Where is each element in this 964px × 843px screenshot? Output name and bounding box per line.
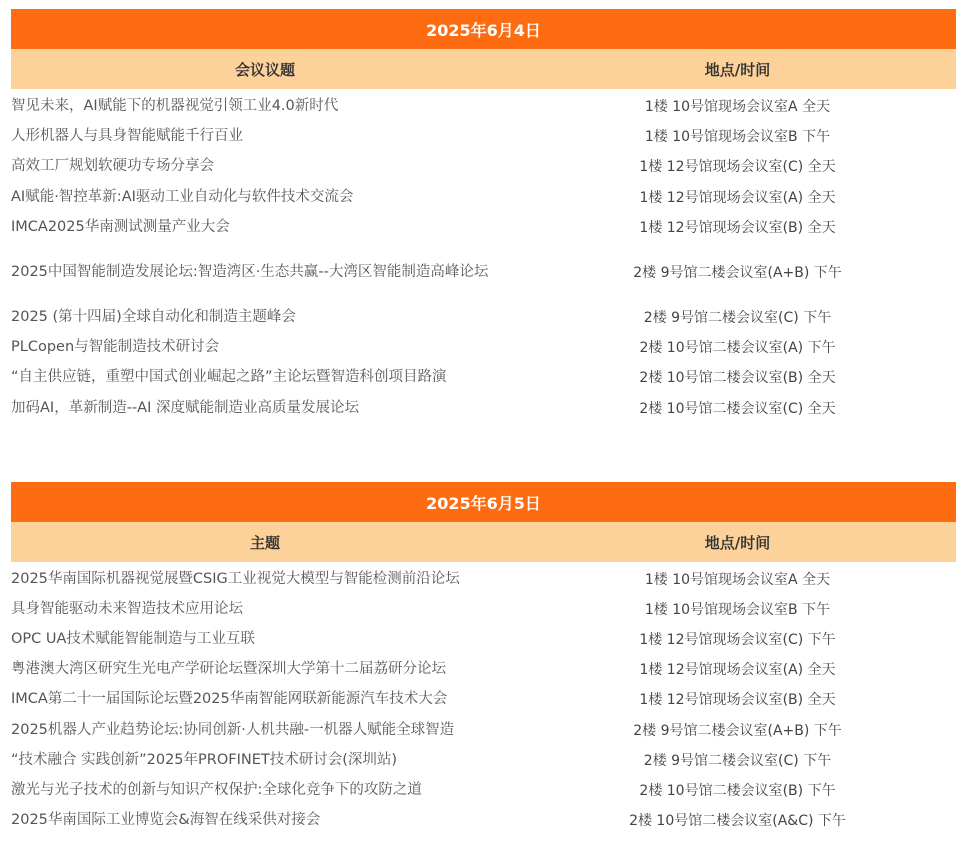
topic-cell: 2025华南国际机器视觉展暨CSIG工业视觉大模型与智能检测前沿论坛 — [11, 571, 460, 588]
table-row — [11, 332, 956, 362]
table-row — [11, 654, 956, 684]
topic-cell: 2025机器人产业趋势论坛:协同创新·人机共融-一机器人赋能全球智造 — [11, 721, 455, 738]
table-row — [11, 302, 956, 332]
date-header: 2025年6月5日 — [11, 482, 956, 522]
location-cell: 2楼 9号馆二楼会议室(A+B) 下午 — [633, 264, 842, 281]
topic-cell: OPC UA技术赋能智能制造与工业互联 — [11, 631, 255, 648]
location-cell: 1楼 12号馆现场会议室(A) 全天 — [639, 662, 836, 679]
date-header: 2025年6月4日 — [11, 9, 956, 49]
location-cell: 2楼 9号馆二楼会议室(C) 下午 — [643, 310, 832, 327]
topic-cell: 2025中国智能制造发展论坛:智造湾区·生态共赢--大湾区智能制造高峰论坛 — [11, 263, 489, 280]
topic-cell: 智见未来，AI赋能下的机器视觉引领工业4.0新时代 — [11, 98, 339, 115]
location-cell: 2楼 9号馆二楼会议室(A+B) 下午 — [633, 722, 842, 739]
topic-cell: “自主供应链，重塑中国式创业崛起之路”主论坛暨智造科创项目路演 — [11, 369, 447, 386]
column-header-topic: 会议议题 — [234, 60, 295, 79]
topic-cell: 具身智能驱动未来智造技术应用论坛 — [11, 601, 243, 618]
table-row — [11, 121, 956, 151]
location-cell: 2楼 9号馆二楼会议室(C) 下午 — [643, 752, 832, 769]
topic-cell: IMCA2025华南测试测量产业大会 — [11, 218, 230, 235]
table-row — [11, 564, 956, 594]
location-cell: 1楼 10号馆现场会议室A 全天 — [644, 572, 831, 589]
table-row — [11, 362, 956, 392]
table-row — [11, 624, 956, 654]
table-row — [11, 594, 956, 624]
location-cell: 1楼 10号馆现场会议室B 下午 — [644, 602, 831, 619]
topic-cell: AI赋能·智控革新:AI驱动工业自动化与软件技术交流会 — [11, 188, 354, 205]
table-body — [11, 89, 956, 423]
location-cell: 1楼 10号馆现场会议室A 全天 — [644, 99, 831, 116]
table-row — [11, 684, 956, 714]
topic-cell: 高效工厂规划软硬功专场分享会 — [11, 158, 214, 175]
table-row — [11, 745, 956, 775]
topic-cell: 2025华南国际工业博览会&海智在线采供对接会 — [11, 811, 321, 828]
table-row — [11, 242, 956, 302]
column-header-row — [11, 522, 956, 562]
location-cell: 2楼 10号馆二楼会议室(B) 下午 — [639, 782, 836, 799]
column-header-topic: 主题 — [249, 533, 280, 552]
schedule-day2 — [11, 482, 956, 835]
location-cell: 1楼 12号馆现场会议室(B) 全天 — [639, 219, 836, 236]
topic-cell: PLCopen与智能制造技术研讨会 — [11, 339, 220, 356]
location-cell: 1楼 10号馆现场会议室B 下午 — [644, 129, 831, 146]
table-row — [11, 714, 956, 744]
table-row — [11, 91, 956, 121]
topic-cell: 加码AI，革新制造--AI 深度赋能制造业高质量发展论坛 — [11, 399, 359, 416]
topic-cell: 2025 (第十四届)全球自动化和制造主题峰会 — [11, 309, 296, 326]
location-cell: 2楼 10号馆二楼会议室(C) 全天 — [639, 400, 836, 417]
location-cell: 1楼 12号馆现场会议室(C) 全天 — [639, 159, 836, 176]
location-cell: 1楼 12号馆现场会议室(A) 全天 — [639, 189, 836, 206]
schedule-day1 — [11, 9, 956, 423]
topic-cell: 人形机器人与具身智能赋能千行百业 — [11, 128, 243, 145]
table-body — [11, 562, 956, 835]
location-cell: 2楼 10号馆二楼会议室(B) 全天 — [639, 370, 836, 387]
location-cell: 2楼 10号馆二楼会议室(A) 下午 — [639, 340, 836, 357]
table-row — [11, 393, 956, 423]
column-header-location: 地点/时间 — [704, 533, 771, 552]
topic-cell: IMCA第二十一届国际论坛暨2025华南智能网联新能源汽车技术大会 — [11, 691, 448, 708]
topic-cell: 激光与光子技术的创新与知识产权保护:全球化竞争下的攻防之道 — [11, 781, 422, 798]
location-cell: 1楼 12号馆现场会议室(B) 全天 — [639, 692, 836, 709]
location-cell: 1楼 12号馆现场会议室(C) 下午 — [639, 632, 836, 649]
table-row — [11, 775, 956, 805]
column-header-location: 地点/时间 — [704, 60, 771, 79]
topic-cell: 粤港澳大湾区研究生光电产学研论坛暨深圳大学第十二届荔研分论坛 — [11, 661, 446, 678]
location-cell: 2楼 10号馆二楼会议室(A&C) 下午 — [629, 812, 846, 829]
table-row — [11, 212, 956, 242]
table-row — [11, 805, 956, 835]
table-row — [11, 151, 956, 181]
column-header-row — [11, 49, 956, 89]
table-row — [11, 182, 956, 212]
topic-cell: “技术融合 实践创新”2025年PROFINET技术研讨会(深圳站) — [11, 751, 398, 768]
